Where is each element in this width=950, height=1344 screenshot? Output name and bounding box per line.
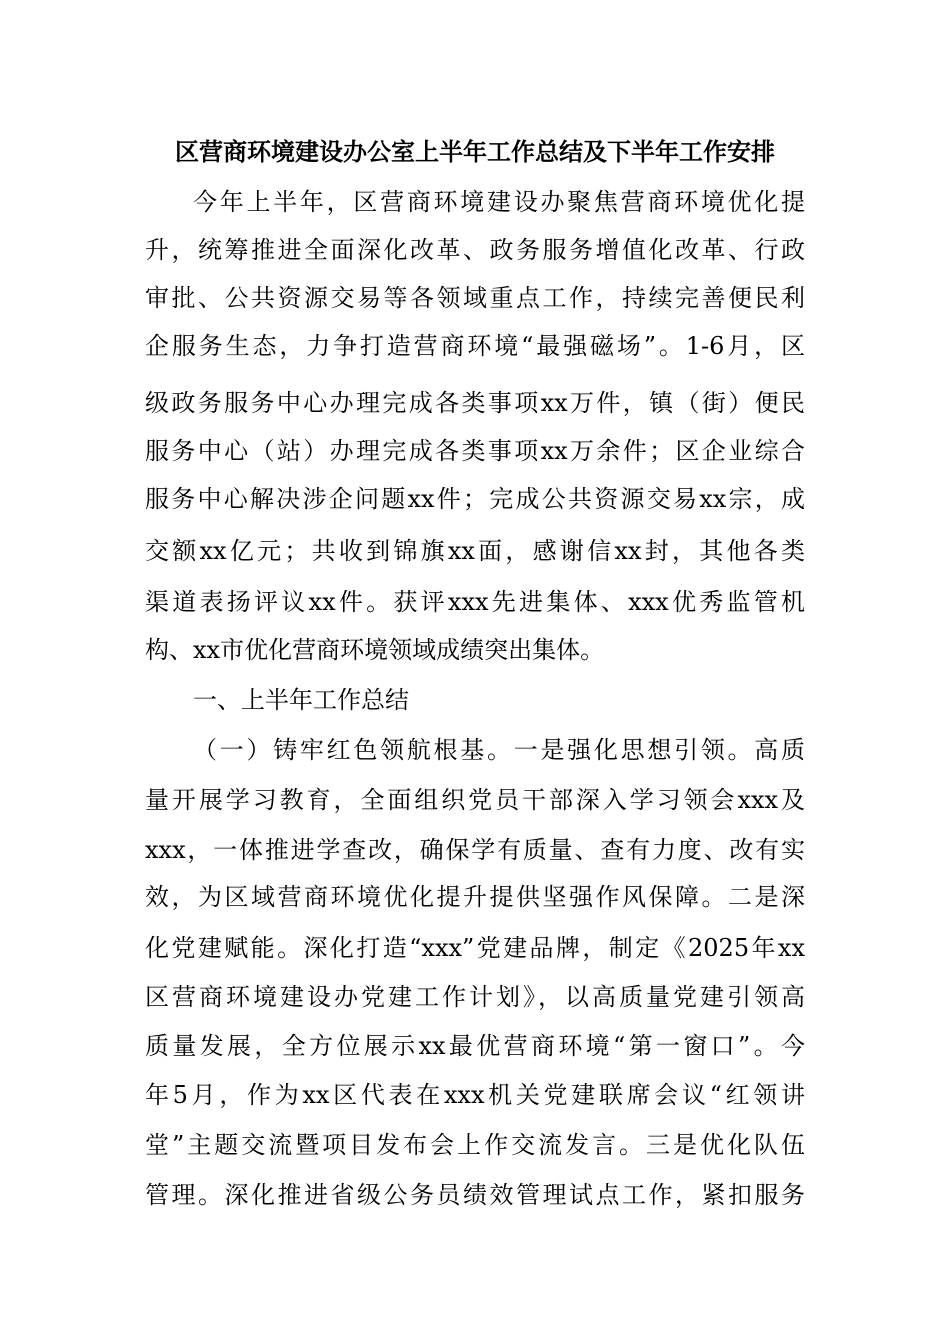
paragraph-line: 级政务服务中心办理完成各类事项xx万件，镇（街）便民 — [145, 389, 805, 417]
paragraph-line: 服务中心（站）办理完成各类事项xx万余件；区企业综合 — [145, 437, 805, 465]
document-title: 区营商环境建设办公室上半年工作总结及下半年工作安排 — [175, 137, 775, 166]
paragraph-line: 交额xx亿元；共收到锦旗xx面，感谢信xx封，其他各类 — [145, 537, 805, 565]
paragraph-line: 管理。深化推进省级公务员绩效管理试点工作，紧扣服务 — [145, 1181, 805, 1209]
paragraph-line: 升，统筹推进全面深化改革、政务服务增值化改革、行政 — [145, 236, 805, 264]
paragraph-line: 服务中心解决涉企问题xx件；完成公共资源交易xx宗，成 — [145, 485, 805, 513]
paragraph-line: 今年上半年，区营商环境建设办聚焦营商环境优化提 — [193, 188, 805, 216]
paragraph-line: 量开展学习教育，全面组织党员干部深入学习领会xxx及 — [145, 786, 805, 814]
paragraph-line: xxx，一体推进学查改，确保学有质量、查有力度、改有实 — [145, 836, 805, 864]
paragraph-line: 渠道表扬评议xx件。获评xxx先进集体、xxx优秀监管机 — [145, 588, 805, 616]
paragraph-line: 企服务生态，力争打造营商环境“最强磁场”。1-6月，区 — [145, 332, 805, 360]
paragraph-line: 区营商环境建设办党建工作计划》，以高质量党建引领高 — [145, 983, 805, 1011]
paragraph-line: 堂”主题交流暨项目发布会上作交流发言。三是优化队伍 — [145, 1131, 805, 1159]
paragraph-line: 构、xx市优化营商环境领域成绩突出集体。 — [145, 636, 605, 664]
paragraph-line: 效，为区域营商环境优化提升提供坚强作风保障。二是深 — [145, 883, 805, 911]
paragraph-line: 质量发展，全方位展示xx最优营商环境“第一窗口”。今 — [145, 1032, 805, 1060]
paragraph-line: 年5月，作为xx区代表在xxx机关党建联席会议“红领讲 — [145, 1081, 805, 1109]
paragraph-line: （一）铸牢红色领航根基。一是强化思想引领。高质 — [193, 736, 805, 764]
paragraph-line: 审批、公共资源交易等各领域重点工作，持续完善便民利 — [145, 284, 805, 312]
paragraph-line: 化党建赋能。深化打造“xxx”党建品牌，制定《2025年xx — [145, 934, 805, 962]
section-heading: 一、上半年工作总结 — [193, 686, 409, 714]
